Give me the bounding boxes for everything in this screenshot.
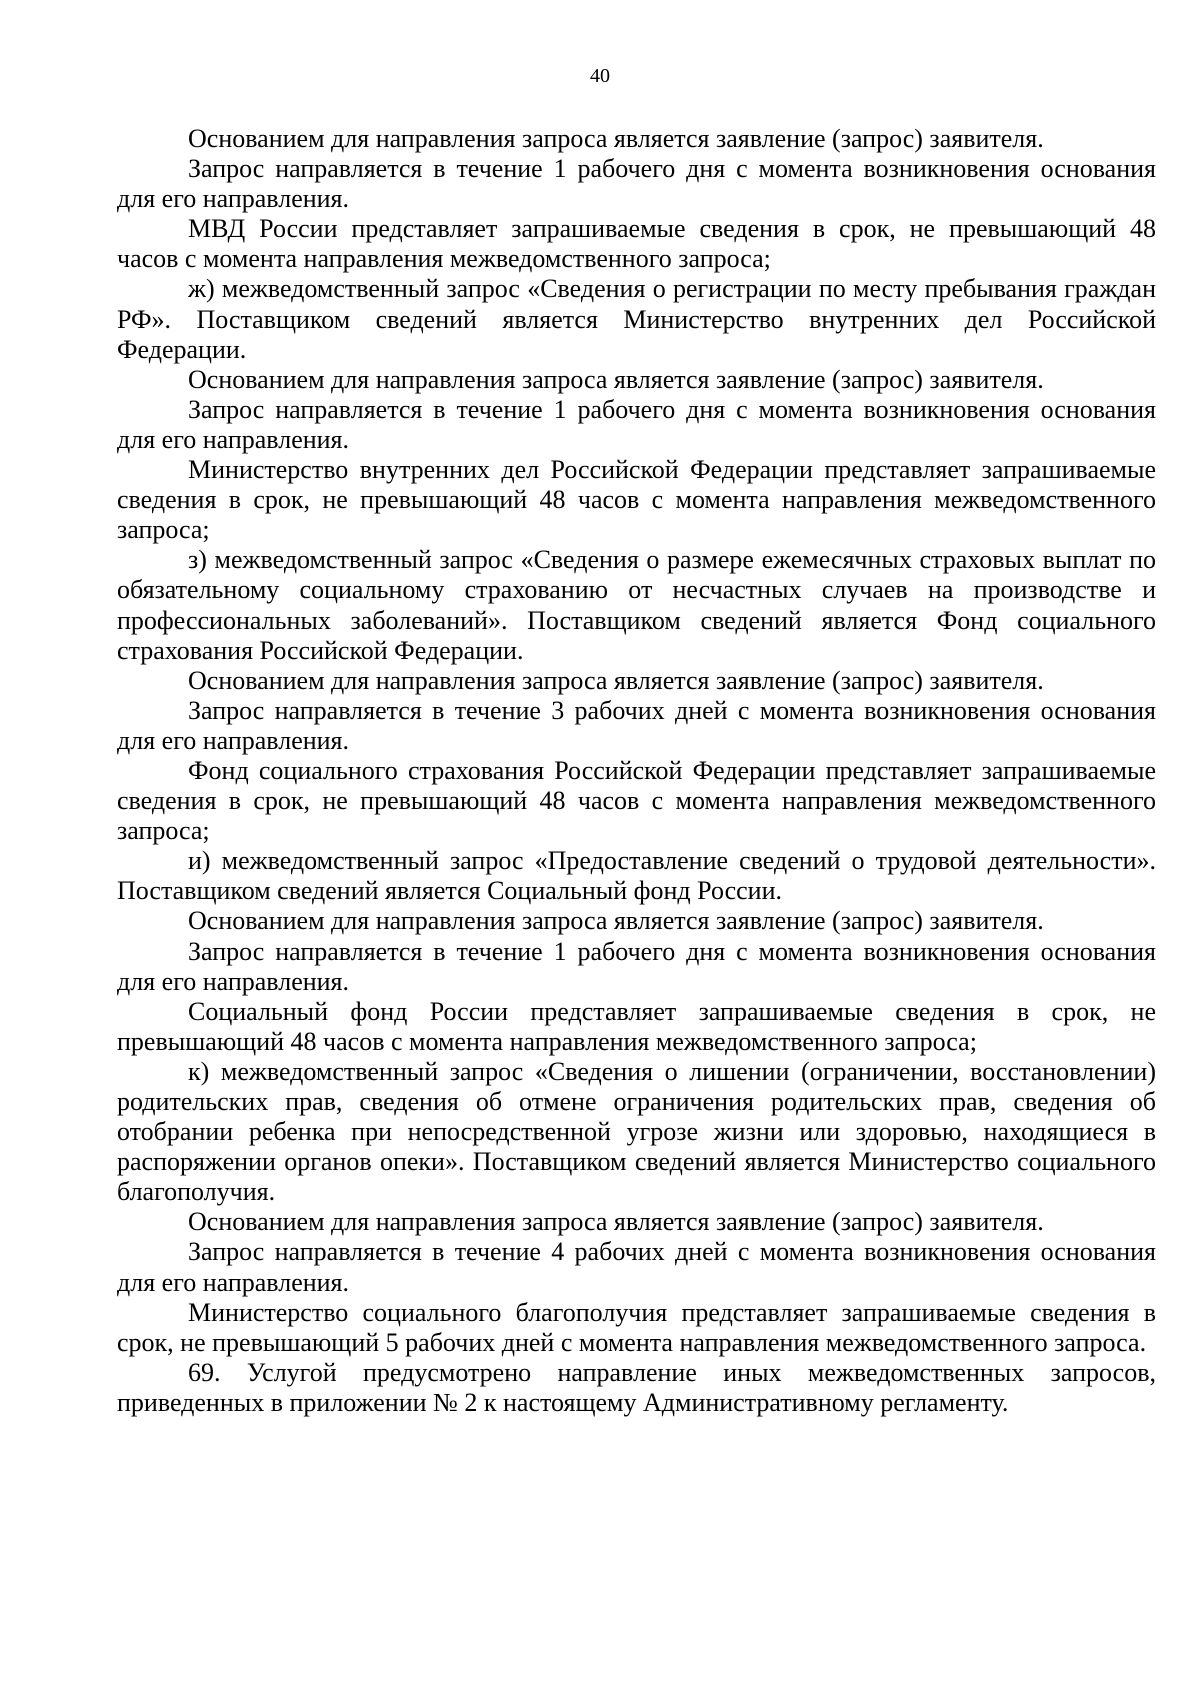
paragraph: Основанием для направления запроса является заявление (запрос) заявителя. xyxy=(188,665,1044,695)
paragraph: Запрос направляется в течение 1 рабочего дня с момента возникновения основания для его направления. xyxy=(117,394,1156,454)
paragraph: Основанием для направления запроса является заявление (запрос) заявителя. xyxy=(188,124,1044,153)
paragraph: Министерство социального благополучия представляет запрашиваемые сведения в срок, не превышающий 5 рабочих дней с момента направления межведомственного запроса. xyxy=(117,1297,1156,1357)
paragraph: и) межведомственный запрос «Предоставление сведений о трудовой деятельности». Поставщиком сведений является Социальный фонд России. xyxy=(117,846,1156,906)
paragraph: Запрос направляется в течение 1 рабочего дня с момента возникновения основания для его направления. xyxy=(117,154,1156,214)
paragraph: Основанием для направления запроса является заявление (запрос) заявителя. xyxy=(188,364,1044,394)
paragraph: з) межведомственный запрос «Сведения о размере ежемесячных страховых выплат по обязательному социальному страхованию от несчастных случаев на производстве и профессиональных заболеваний». Поставщиком сведений является Фонд социального страхования Российской Федерации. xyxy=(117,545,1156,665)
paragraph: Социальный фонд России представляет запрашиваемые сведения в срок, не превышающий 48 часов с момента направления межведомственного запроса; xyxy=(117,996,1156,1056)
paragraph: Министерство внутренних дел Российской Федерации представляет запрашиваемые сведения в срок, не превышающий 48 часов с момента направления межведомственного запроса; xyxy=(117,455,1156,545)
paragraph: Запрос направляется в течение 1 рабочего дня с момента возникновения основания для его направления. xyxy=(117,936,1156,996)
page-number: 40 xyxy=(590,65,610,87)
document-body xyxy=(117,124,1156,1418)
paragraph: Основанием для направления запроса является заявление (запрос) заявителя. xyxy=(188,1207,1044,1237)
paragraph: Запрос направляется в течение 4 рабочих дней с момента возникновения основания для его направления. xyxy=(117,1237,1156,1297)
paragraph: Фонд социального страхования Российской Федерации представляет запрашиваемые сведения в срок, не превышающий 48 часов с момента направления межведомственного запроса; xyxy=(117,755,1156,846)
paragraph: 69. Услугой предусмотрено направление иных межведомственных запросов, приведенных в приложении № 2 к настоящему Административному регламенту. xyxy=(117,1357,1156,1417)
paragraph: ж) межведомственный запрос «Сведения о регистрации по месту пребывания граждан РФ». Поставщиком сведений является Министерство внутренних дел Российской Федерации. xyxy=(117,274,1156,364)
paragraph: Основанием для направления запроса является заявление (запрос) заявителя. xyxy=(188,906,1044,936)
paragraph: МВД России представляет запрашиваемые сведения в срок, не превышающий 48 часов с момента направления межведомственного запроса; xyxy=(117,214,1156,274)
paragraph: Запрос направляется в течение 3 рабочих дней с момента возникновения основания для его направления. xyxy=(117,695,1156,755)
paragraph: к) межведомственный запрос «Сведения о лишении (ограничении, восстановлении) родительских прав, сведения об отмене ограничения родительских прав, сведения об отобрании ребенка при непосредственной угрозе жизни или здоровью, находящиеся в распоряжении органов опеки». Поставщиком сведений является Министерство социального благополучия. xyxy=(117,1056,1156,1207)
